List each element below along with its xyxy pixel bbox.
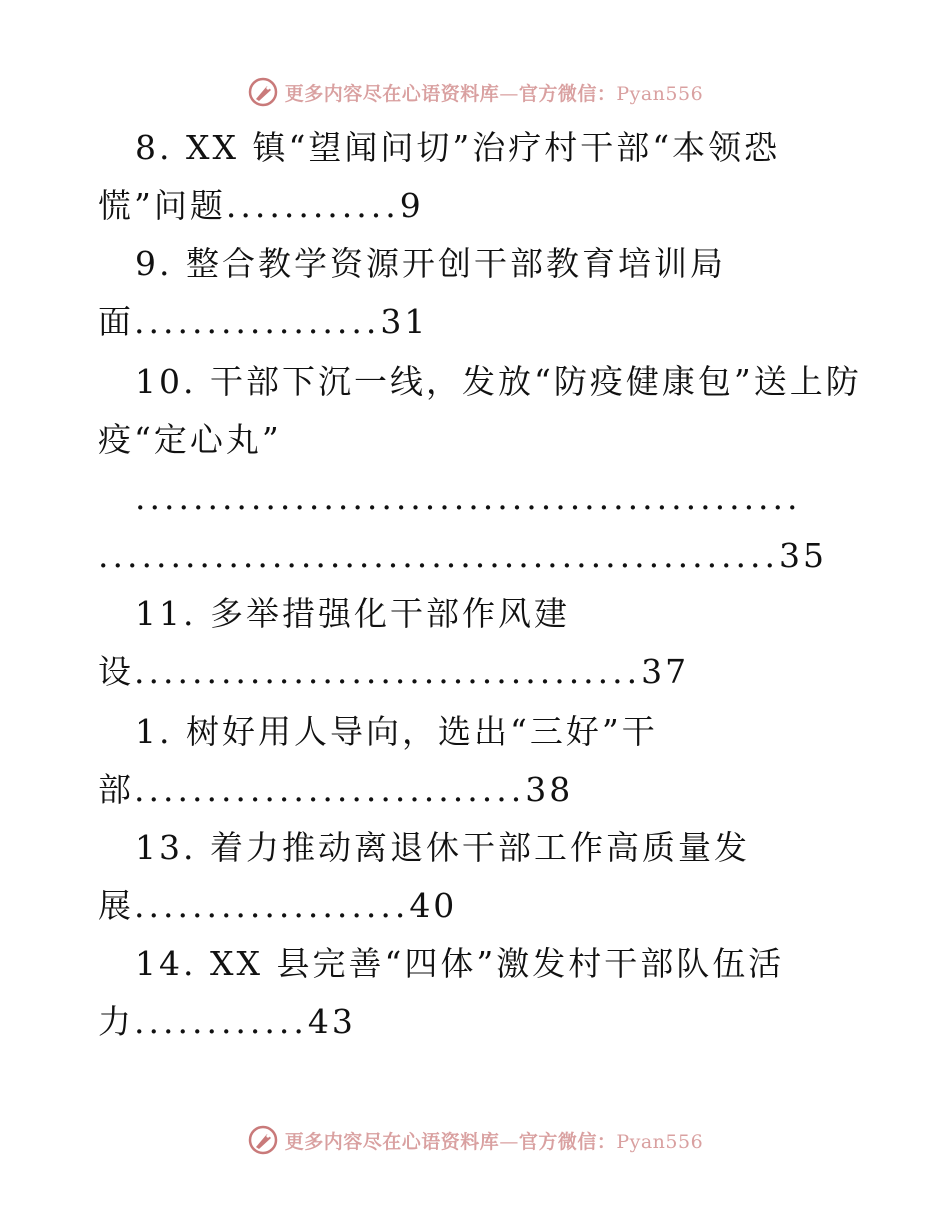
toc-entry-title: 慌”问题 — [98, 186, 226, 225]
toc-entry-9-continuation — [98, 302, 428, 342]
watermark-text: 更多内容尽在心语资料库—官方微信：Pyan556 — [284, 1130, 704, 1153]
toc-entry-14-title: 14. XX 县完善“四体”激发村干部队伍活 — [135, 944, 785, 983]
toc-leader-dots: ............................................... — [98, 536, 780, 575]
watermark-text: 更多内容尽在心语资料库—官方微信：Pyan556 — [284, 82, 704, 105]
toc-entry-13-title: 13. 着力推动离退休干部工作高质量发 — [135, 828, 750, 867]
toc-entry-11-continuation — [98, 652, 689, 692]
footer-watermark — [0, 1120, 950, 1160]
toc-entry-title: 面 — [98, 302, 134, 341]
toc-entry-12-continuation — [98, 770, 573, 810]
toc-entry-8-title: 8. XX 镇“望闻问切”治疗村干部“本领恐 — [135, 128, 781, 167]
toc-entry-9-title: 9. 整合教学资源开创干部教育培训局 — [135, 244, 726, 283]
toc-entry-10-continuation: 疫“定心丸” — [98, 420, 282, 459]
toc-page-number: 43 — [307, 1002, 356, 1041]
toc-leader-dots: ............ — [134, 1002, 308, 1041]
toc-page-number: 38 — [525, 770, 574, 809]
toc-leader-dots: ................. — [134, 302, 381, 341]
toc-page-number: 35 — [779, 536, 828, 575]
toc-entry-10-page-line — [98, 536, 827, 576]
toc-entry-title: 部 — [98, 770, 134, 809]
toc-entry-8-continuation — [98, 186, 424, 226]
toc-page-number: 37 — [641, 652, 690, 691]
toc-entry-title: 展 — [98, 886, 134, 925]
toc-leader-dots: .............................................. — [135, 478, 802, 517]
toc-entry-12-title: 1. 树好用人导向，选出“三好”干 — [135, 712, 658, 751]
toc-entry-11-title: 11. 多举措强化干部作风建 — [135, 594, 570, 633]
pen-nib-logo-icon — [247, 1124, 279, 1156]
toc-entry-14-continuation — [98, 1002, 356, 1042]
header-watermark-content — [247, 76, 703, 108]
toc-leader-dots: ................................... — [134, 652, 642, 691]
toc-entry-title: 设 — [98, 652, 134, 691]
toc-entry-10-title: 10. 干部下沉一线，发放“防疫健康包”送上防 — [135, 362, 862, 401]
toc-page-number: 40 — [409, 886, 458, 925]
toc-leader-dots: ........................... — [134, 770, 526, 809]
toc-leader-dots: ............ — [225, 186, 400, 225]
header-watermark — [0, 72, 950, 112]
footer-watermark-content — [247, 1124, 703, 1156]
toc-page-number: 9 — [399, 186, 424, 225]
pen-nib-logo-icon — [247, 76, 279, 108]
toc-leader-dots: ................... — [134, 886, 410, 925]
toc-page-number: 31 — [380, 302, 429, 341]
toc-entry-13-continuation — [98, 886, 457, 926]
toc-entry-title: 力 — [98, 1002, 134, 1041]
